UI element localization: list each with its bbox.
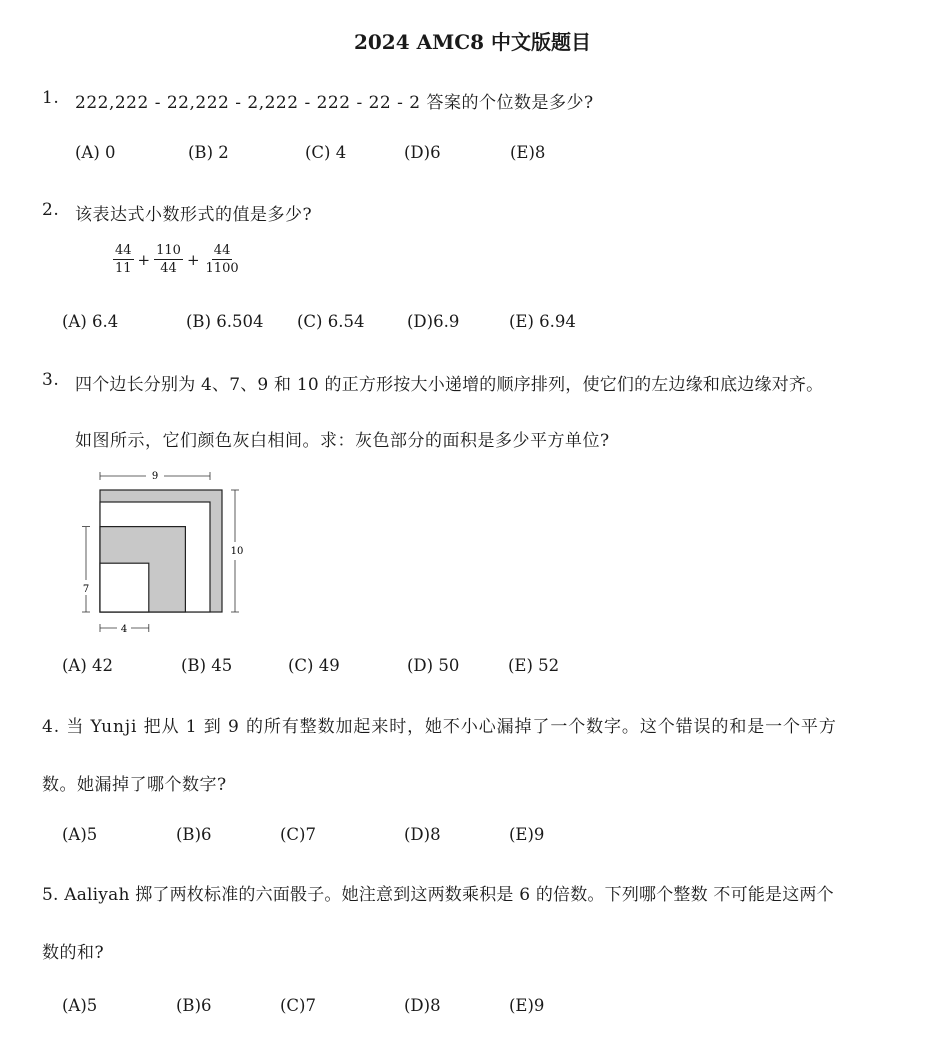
q5-option-b: (B)6 [176,996,212,1015]
q2-number: 2. [42,200,60,220]
label-9: 9 [151,471,159,482]
q2-fraction-3 [204,243,241,276]
q5-option-e: (E)9 [509,996,545,1015]
label-4: 4 [120,624,128,635]
q4-option-b: (B)6 [176,825,212,844]
q2-expression [113,243,241,276]
fraction-denominator: 11 [115,261,132,276]
q2-fraction-1 [113,243,134,276]
q2-text: 该表达式小数形式的值是多少? [75,205,313,225]
q4-option-c: (C)7 [280,825,316,844]
q3-option-a: (A) 42 [62,656,114,675]
fraction-numerator: 110 [156,243,181,258]
q1-option-d: (D)6 [404,143,441,162]
plus-sign: + [137,250,151,269]
q2-option-e: (E) 6.94 [509,312,576,331]
q5-option-d: (D)8 [404,996,441,1015]
fraction-denominator: 44 [160,261,177,276]
page-title: 2024 AMC8 中文版题目 [353,30,592,54]
q1-option-e: (E)8 [510,143,546,162]
q3-squares-figure [78,465,248,640]
q4-text-line1: 4. 当 Yunji 把从 1 到 9 的所有整数加起来时，她不小心漏掉了一个数字。这个错误的和是一个平方 [42,717,837,737]
q1-option-b: (B) 2 [188,143,229,162]
q2-option-c: (C) 6.54 [297,312,365,331]
square-4 [100,563,149,612]
q3-option-c: (C) 49 [288,656,340,675]
q5-option-c: (C)7 [280,996,316,1015]
q1-option-a: (A) 0 [75,143,116,162]
label-10: 10 [230,546,244,557]
q2-fraction-2 [154,243,183,276]
q3-text-line2: 如图所示，它们颜色灰白相间。求：灰色部分的面积是多少平方单位? [75,431,610,451]
fraction-denominator: 1100 [205,261,239,276]
q4-text-line2: 数。她漏掉了哪个数字? [42,775,227,795]
q4-option-e: (E)9 [509,825,545,844]
q4-option-d: (D)8 [404,825,441,844]
q3-option-b: (B) 45 [181,656,233,675]
q5-text-line1: 5. Aaliyah 掷了两枚标准的六面骰子。她注意到这两数乘积是 6 的倍数。下列哪个整数 不可能是这两个 [42,885,834,905]
q3-text-line1: 四个边长分别为 4、7、9 和 10 的正方形按大小递增的顺序排列，使它们的左边缘和底边缘对齐。 [75,375,824,395]
plus-sign: + [186,250,200,269]
q3-option-e: (E) 52 [508,656,560,675]
fraction-numerator: 44 [213,243,231,258]
q3-number: 3. [42,370,60,390]
q4-option-a: (A)5 [62,825,98,844]
q3-option-d: (D) 50 [407,656,460,675]
q1-option-c: (C) 4 [305,143,347,162]
q2-option-a: (A) 6.4 [62,312,119,331]
q2-option-d: (D)6.9 [407,312,460,331]
q5-text-line2: 数的和? [42,943,105,963]
q5-option-a: (A)5 [62,996,98,1015]
label-7: 7 [82,584,90,595]
fraction-numerator: 44 [115,243,132,258]
q2-option-b: (B) 6.504 [186,312,264,331]
q1-number: 1. [42,88,60,108]
q1-text: 222,222 - 22,222 - 2,222 - 222 - 22 - 2 答案的个位数是多少? [75,93,594,113]
